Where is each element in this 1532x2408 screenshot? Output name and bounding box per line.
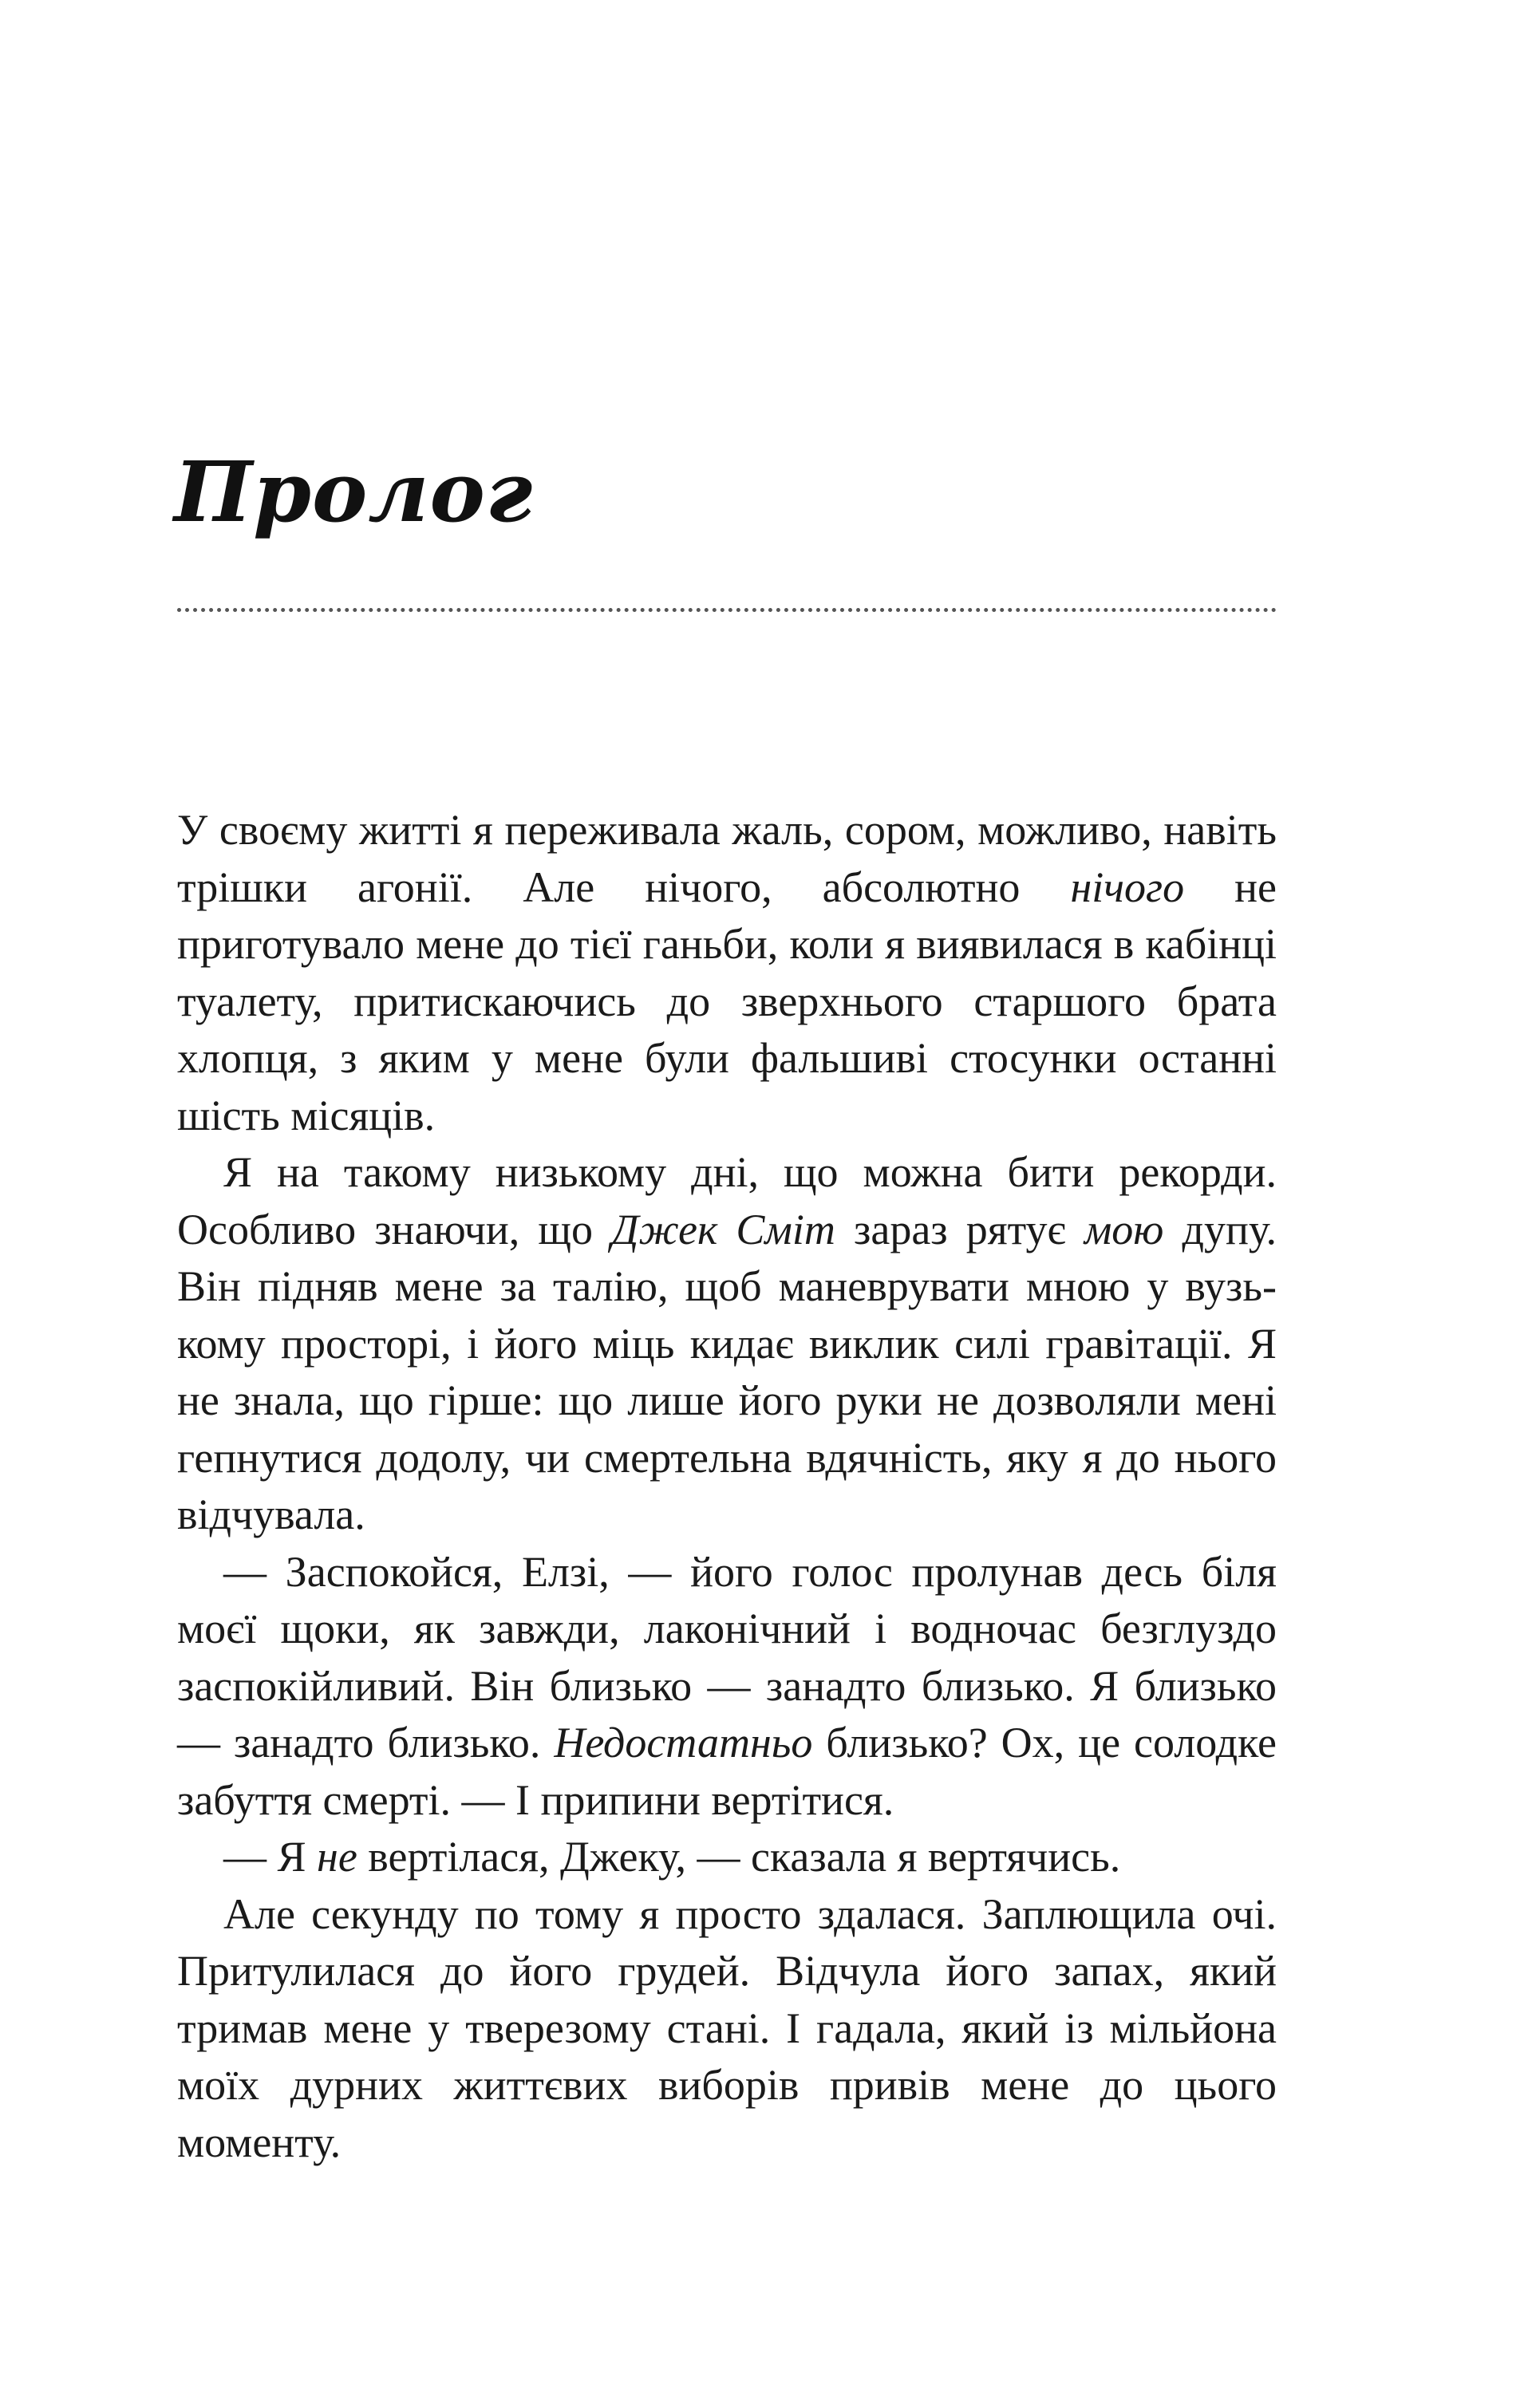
paragraph bbox=[177, 1829, 1277, 1886]
chapter-title: Пролог bbox=[174, 443, 534, 541]
text-segment: не приготувало мене до тієї ганьби, коли я виявилася в кабінці туалету, притискаючись до зверхнього старшого брата хлопця, з яким у мене були фальшиві стосунки останні шість місяців. bbox=[177, 863, 1277, 1139]
paragraph bbox=[177, 1544, 1277, 1830]
italic-text-segment: не bbox=[317, 1833, 357, 1881]
text-segment: У своєму житті я переживала жаль, сором, можливо, навіть трішки агонії. Але нічого, абсолютно bbox=[177, 806, 1277, 911]
italic-text-segment: Недостатньо bbox=[554, 1719, 813, 1767]
text-segment: вертілася, Джеку, — сказала я вертячись. bbox=[357, 1833, 1121, 1881]
text-segment: — Я bbox=[223, 1833, 318, 1881]
dotted-divider bbox=[177, 608, 1277, 612]
paragraph bbox=[177, 802, 1277, 1144]
chapter-body bbox=[177, 802, 1277, 2171]
paragraph bbox=[177, 1886, 1277, 2172]
italic-text-segment: мою bbox=[1084, 1205, 1164, 1253]
italic-text-segment: Джек Сміт bbox=[611, 1205, 835, 1253]
italic-text-segment: нічого bbox=[1070, 863, 1185, 911]
text-segment: зараз рятує bbox=[835, 1205, 1084, 1253]
paragraph bbox=[177, 1144, 1277, 1544]
text-segment: — Заспокойся, Елзі, — його голос пролунав десь біля моєї щоки, як завжди, лаконічний і водночас безглуздо заспокійливий. Він близько — занадто близько. Я близько — занадто близько. bbox=[177, 1547, 1277, 1767]
text-segment: Але секунду по тому я просто здалася. Заплющила очі. Притулилася до його грудей. Відчула його запах, який тримав мене у тверезому стані. І гадала, який із мільйона моїх дурних життєвих виборів привів мене до цього моменту. bbox=[177, 1889, 1277, 2166]
text-segment: Я на такому низькому дні, що можна бити рекорди. Особливо знаючи, що bbox=[177, 1148, 1277, 1253]
text-segment: дупу. Він підняв мене за талію, щоб маневрувати мною у вузькому просторі, і його міць кидає виклик силі гравітації. Я не знала, що гірше: що лише його руки не дозволяли мені гепнутися додолу, чи смертельна вдячність, яку я до нього відчувала. bbox=[177, 1205, 1277, 1538]
text-segment: близько? Ох, це солодке забуття смерті. — І припини вертітися. bbox=[177, 1719, 1277, 1824]
